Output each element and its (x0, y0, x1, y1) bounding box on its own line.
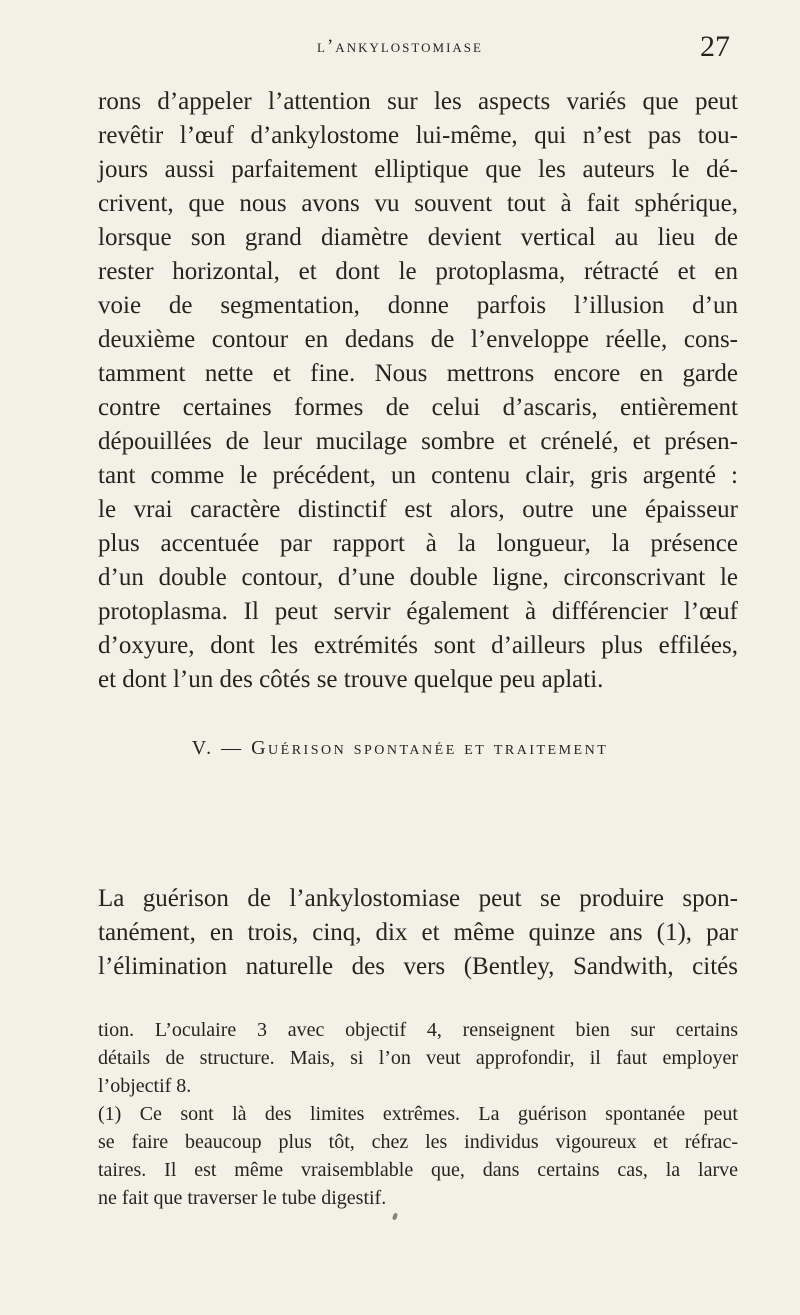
text-line: protoplasma. Il peut servir également à différencier l’œuf (98, 598, 738, 625)
text-line: crivent, que nous avons vu souvent tout à fait sphérique, (98, 190, 738, 217)
text-line: tant comme le précédent, un contenu clair, gris argenté : (98, 462, 738, 489)
footnotes (98, 1016, 738, 1212)
text-line: dépouillées de leur mucilage sombre et crénelé, et présen- (98, 428, 738, 455)
text-line: jours aussi parfaitement elliptique que les auteurs le dé- (98, 156, 738, 183)
body-paragraph-1 (98, 85, 738, 697)
footnote-line: détails de structure. Mais, si l’on veut approfondir, il faut employer (98, 1047, 738, 1069)
footnote-line: l’objectif 8. (98, 1075, 192, 1097)
footnote-line: ne fait que traverser le tube digestif. (98, 1187, 387, 1209)
footnote-line: tion. L’oculaire 3 avec objectif 4, renseignent bien sur certains (98, 1019, 738, 1041)
text-line: La guérison de l’ankylostomiase peut se produire spon- (98, 885, 738, 912)
text-line: deuxième contour en dedans de l’enveloppe réelle, cons- (98, 326, 738, 353)
text-line: tanément, en trois, cinq, dix et même quinze ans (1), par (98, 919, 738, 946)
section-heading: V. — Guérison spontanée et traitement (191, 737, 609, 759)
ink-spot (392, 1213, 398, 1221)
page-number: 27 (700, 30, 730, 63)
text-line: d’oxyure, dont les extrémités sont d’ailleurs plus effilées, (98, 632, 738, 659)
text-line: l’élimination naturelle des vers (Bentley, Sandwith, cités (98, 953, 738, 980)
running-title: l’ankylostomiase (317, 36, 483, 57)
body-paragraph-2 (98, 882, 738, 984)
footnote-line: (1) Ce sont là des limites extrêmes. La guérison spontanée peut (98, 1103, 738, 1125)
text-line: tamment nette et fine. Nous mettrons encore en garde (98, 360, 738, 387)
text-line: et dont l’un des côtés se trouve quelque peu aplati. (98, 666, 604, 693)
text-line: plus accentuée par rapport à la longueur, la présence (98, 530, 738, 557)
text-line: rester horizontal, et dont le protoplasma, rétracté et en (98, 258, 738, 285)
text-line: rons d’appeler l’attention sur les aspects variés que peut (98, 88, 738, 115)
text-line: le vrai caractère distinctif est alors, outre une épaisseur (98, 496, 738, 523)
footnote-line: taires. Il est même vraisemblable que, dans certains cas, la larve (98, 1159, 738, 1181)
text-line: revêtir l’œuf d’ankylostome lui-même, qui n’est pas tou- (98, 122, 738, 149)
text-line: lorsque son grand diamètre devient vertical au lieu de (98, 224, 738, 251)
text-line: voie de segmentation, donne parfois l’illusion d’un (98, 292, 738, 319)
text-line: contre certaines formes de celui d’ascaris, entièrement (98, 394, 738, 421)
text-line: d’un double contour, d’une double ligne, circonscrivant le (98, 564, 738, 591)
footnote-line: se faire beaucoup plus tôt, chez les individus vigoureux et réfrac- (98, 1131, 738, 1153)
